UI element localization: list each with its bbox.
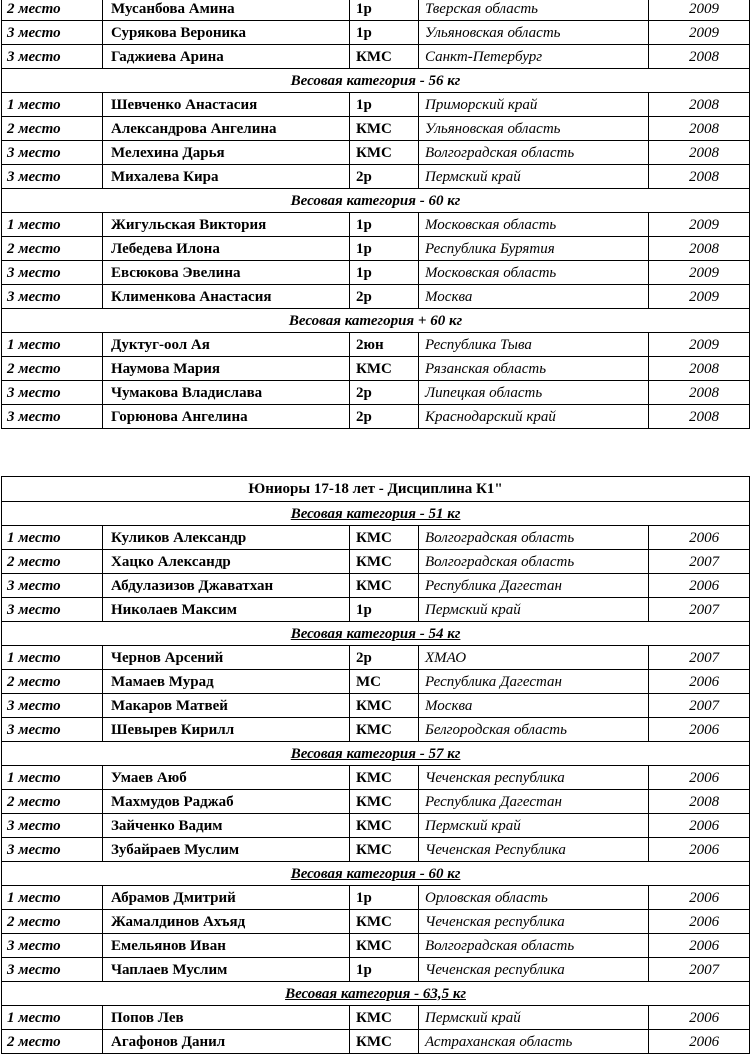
- birth-year-cell: 2006: [649, 670, 750, 694]
- rank-cell: 1р: [350, 93, 419, 117]
- athlete-name-cell: Зайченко Вадим: [103, 814, 350, 838]
- birth-year-cell: 2006: [649, 526, 750, 550]
- weight-category-label: Весовая категория - 56 кг: [2, 69, 750, 93]
- place-cell: 3 место: [2, 405, 103, 429]
- rank-cell: КМС: [350, 45, 419, 69]
- place-cell: 3 место: [2, 574, 103, 598]
- birth-year-cell: 2008: [649, 381, 750, 405]
- region-cell: Чеченская республика: [419, 766, 649, 790]
- table-row: [2, 237, 750, 261]
- weight-category-label: Весовая категория - 57 кг: [2, 742, 750, 766]
- rank-cell: 1р: [350, 598, 419, 622]
- region-cell: Московская область: [419, 261, 649, 285]
- region-cell: Краснодарский край: [419, 405, 649, 429]
- rank-cell: МС: [350, 670, 419, 694]
- table-row: [2, 261, 750, 285]
- place-cell: 2 место: [2, 550, 103, 574]
- athlete-name-cell: Абдулазизов Джаватхан: [103, 574, 350, 598]
- athlete-name-cell: Дуктуг-оол Ая: [103, 333, 350, 357]
- birth-year-cell: 2006: [649, 910, 750, 934]
- region-cell: Чеченская Республика: [419, 838, 649, 862]
- birth-year-cell: 2006: [649, 838, 750, 862]
- athlete-name-cell: Александрова Ангелина: [103, 117, 350, 141]
- table-row: [2, 0, 750, 21]
- athlete-name-cell: Николаев Максим: [103, 598, 350, 622]
- region-cell: Санкт-Петербург: [419, 45, 649, 69]
- athlete-name-cell: Махмудов Раджаб: [103, 790, 350, 814]
- weight-category-label: Весовая категория - 63,5 кг: [2, 982, 750, 1006]
- birth-year-cell: 2008: [649, 45, 750, 69]
- weight-category-row: [2, 742, 750, 766]
- place-cell: 1 место: [2, 526, 103, 550]
- weight-category-row: [2, 862, 750, 886]
- table-row: [2, 550, 750, 574]
- table-row: [2, 21, 750, 45]
- place-cell: 3 место: [2, 45, 103, 69]
- athlete-name-cell: Чаплаев Муслим: [103, 958, 350, 982]
- table-row: [2, 165, 750, 189]
- rank-cell: 1р: [350, 0, 419, 21]
- weight-category-row: [2, 502, 750, 526]
- region-cell: Москва: [419, 694, 649, 718]
- table-row: [2, 766, 750, 790]
- birth-year-cell: 2008: [649, 165, 750, 189]
- athlete-name-cell: Хацко Александр: [103, 550, 350, 574]
- place-cell: 3 место: [2, 718, 103, 742]
- athlete-name-cell: Чумакова Владислава: [103, 381, 350, 405]
- birth-year-cell: 2006: [649, 886, 750, 910]
- rank-cell: КМС: [350, 934, 419, 958]
- birth-year-cell: 2006: [649, 814, 750, 838]
- table-row: [2, 934, 750, 958]
- birth-year-cell: 2007: [649, 550, 750, 574]
- table-row: [2, 910, 750, 934]
- region-cell: Ульяновская область: [419, 117, 649, 141]
- place-cell: 3 место: [2, 21, 103, 45]
- birth-year-cell: 2008: [649, 237, 750, 261]
- place-cell: 1 место: [2, 1006, 103, 1030]
- place-cell: 3 место: [2, 694, 103, 718]
- region-cell: Волгоградская область: [419, 526, 649, 550]
- table-row: [2, 405, 750, 429]
- place-cell: 3 место: [2, 285, 103, 309]
- rank-cell: 1р: [350, 213, 419, 237]
- athlete-name-cell: Чернов Арсений: [103, 646, 350, 670]
- athlete-name-cell: Лебедева Илона: [103, 237, 350, 261]
- birth-year-cell: 2006: [649, 718, 750, 742]
- birth-year-cell: 2009: [649, 21, 750, 45]
- region-cell: Пермский край: [419, 1006, 649, 1030]
- birth-year-cell: 2006: [649, 1030, 750, 1054]
- birth-year-cell: 2008: [649, 357, 750, 381]
- place-cell: 1 место: [2, 93, 103, 117]
- birth-year-cell: 2009: [649, 261, 750, 285]
- birth-year-cell: 2006: [649, 1006, 750, 1030]
- athlete-name-cell: Макаров Матвей: [103, 694, 350, 718]
- region-cell: Белгородская область: [419, 718, 649, 742]
- rank-cell: КМС: [350, 141, 419, 165]
- rank-cell: КМС: [350, 718, 419, 742]
- weight-category-label: Весовая категория - 60 кг: [2, 862, 750, 886]
- rank-cell: КМС: [350, 694, 419, 718]
- table-row: [2, 718, 750, 742]
- region-cell: Пермский край: [419, 598, 649, 622]
- region-cell: Чеченская республика: [419, 958, 649, 982]
- table-row: [2, 45, 750, 69]
- region-cell: Волгоградская область: [419, 934, 649, 958]
- birth-year-cell: 2007: [649, 958, 750, 982]
- birth-year-cell: 2006: [649, 934, 750, 958]
- birth-year-cell: 2008: [649, 405, 750, 429]
- region-cell: Республика Бурятия: [419, 237, 649, 261]
- region-cell: Волгоградская область: [419, 550, 649, 574]
- athlete-name-cell: Клименкова Анастасия: [103, 285, 350, 309]
- rank-cell: КМС: [350, 838, 419, 862]
- birth-year-cell: 2009: [649, 333, 750, 357]
- region-cell: Республика Дагестан: [419, 574, 649, 598]
- place-cell: 2 место: [2, 117, 103, 141]
- athlete-name-cell: Жамалдинов Ахъяд: [103, 910, 350, 934]
- table-row: [2, 670, 750, 694]
- region-cell: Волгоградская область: [419, 141, 649, 165]
- place-cell: 2 место: [2, 790, 103, 814]
- region-cell: Приморский край: [419, 93, 649, 117]
- region-cell: Астраханская область: [419, 1030, 649, 1054]
- region-cell: Пермский край: [419, 814, 649, 838]
- place-cell: 3 место: [2, 814, 103, 838]
- birth-year-cell: 2006: [649, 766, 750, 790]
- place-cell: 2 место: [2, 1030, 103, 1054]
- athlete-name-cell: Горюнова Ангелина: [103, 405, 350, 429]
- table-row: [2, 1030, 750, 1054]
- region-cell: Липецкая область: [419, 381, 649, 405]
- athlete-name-cell: Шевченко Анастасия: [103, 93, 350, 117]
- birth-year-cell: 2009: [649, 213, 750, 237]
- table-row: [2, 381, 750, 405]
- rank-cell: 1р: [350, 21, 419, 45]
- athlete-name-cell: Емельянов Иван: [103, 934, 350, 958]
- table-row: [2, 694, 750, 718]
- athlete-name-cell: Сурякова Вероника: [103, 21, 350, 45]
- region-cell: ХМАО: [419, 646, 649, 670]
- rank-cell: 2р: [350, 381, 419, 405]
- athlete-name-cell: Шевырев Кирилл: [103, 718, 350, 742]
- athlete-name-cell: Мусанбова Амина: [103, 0, 350, 21]
- place-cell: 3 место: [2, 381, 103, 405]
- weight-category-label: Весовая категория - 54 кг: [2, 622, 750, 646]
- table-row: [2, 285, 750, 309]
- place-cell: 3 место: [2, 934, 103, 958]
- rank-cell: КМС: [350, 910, 419, 934]
- rank-cell: КМС: [350, 814, 419, 838]
- athlete-name-cell: Попов Лев: [103, 1006, 350, 1030]
- table-row: [2, 93, 750, 117]
- place-cell: 2 место: [2, 0, 103, 21]
- rank-cell: КМС: [350, 550, 419, 574]
- birth-year-cell: 2007: [649, 646, 750, 670]
- rank-cell: КМС: [350, 574, 419, 598]
- athlete-name-cell: Жигульская Виктория: [103, 213, 350, 237]
- table-row: [2, 790, 750, 814]
- table-row: [2, 814, 750, 838]
- weight-category-row: [2, 69, 750, 93]
- birth-year-cell: 2007: [649, 694, 750, 718]
- region-cell: Республика Дагестан: [419, 790, 649, 814]
- place-cell: 1 место: [2, 886, 103, 910]
- rank-cell: КМС: [350, 790, 419, 814]
- rank-cell: КМС: [350, 1006, 419, 1030]
- rank-cell: 1р: [350, 886, 419, 910]
- birth-year-cell: 2007: [649, 598, 750, 622]
- athlete-name-cell: Абрамов Дмитрий: [103, 886, 350, 910]
- place-cell: 1 место: [2, 213, 103, 237]
- place-cell: 3 место: [2, 141, 103, 165]
- rank-cell: 2р: [350, 405, 419, 429]
- rank-cell: 2р: [350, 165, 419, 189]
- athlete-name-cell: Наумова Мария: [103, 357, 350, 381]
- rank-cell: КМС: [350, 357, 419, 381]
- region-cell: Республика Тыва: [419, 333, 649, 357]
- region-cell: Чеченская республика: [419, 910, 649, 934]
- table-row: [2, 213, 750, 237]
- results-table-women: [1, 0, 750, 429]
- weight-category-label: Весовая категория + 60 кг: [2, 309, 750, 333]
- table-row: [2, 598, 750, 622]
- place-cell: 3 место: [2, 838, 103, 862]
- place-cell: 2 место: [2, 670, 103, 694]
- table-row: [2, 526, 750, 550]
- region-cell: Москва: [419, 285, 649, 309]
- rank-cell: КМС: [350, 766, 419, 790]
- athlete-name-cell: Умаев Аюб: [103, 766, 350, 790]
- rank-cell: КМС: [350, 526, 419, 550]
- table-row: [2, 357, 750, 381]
- table-row: [2, 958, 750, 982]
- table-title: Юниоры 17-18 лет - Дисциплина К1": [2, 477, 750, 502]
- table-row: [2, 1006, 750, 1030]
- birth-year-cell: 2008: [649, 93, 750, 117]
- place-cell: 1 место: [2, 766, 103, 790]
- athlete-name-cell: Мелехина Дарья: [103, 141, 350, 165]
- table-row: [2, 574, 750, 598]
- region-cell: Ульяновская область: [419, 21, 649, 45]
- weight-category-row: [2, 982, 750, 1006]
- rank-cell: 2р: [350, 285, 419, 309]
- rank-cell: 2р: [350, 646, 419, 670]
- birth-year-cell: 2006: [649, 574, 750, 598]
- place-cell: 3 место: [2, 261, 103, 285]
- rank-cell: 2юн: [350, 333, 419, 357]
- table-row: [2, 141, 750, 165]
- region-cell: Орловская область: [419, 886, 649, 910]
- table-title-row: [2, 477, 750, 502]
- athlete-name-cell: Мамаев Мурад: [103, 670, 350, 694]
- birth-year-cell: 2008: [649, 141, 750, 165]
- table-row: [2, 838, 750, 862]
- region-cell: Республика Дагестан: [419, 670, 649, 694]
- rank-cell: КМС: [350, 1030, 419, 1054]
- region-cell: Рязанская область: [419, 357, 649, 381]
- place-cell: 1 место: [2, 646, 103, 670]
- region-cell: Пермский край: [419, 165, 649, 189]
- place-cell: 3 место: [2, 598, 103, 622]
- rank-cell: 1р: [350, 237, 419, 261]
- place-cell: 3 место: [2, 958, 103, 982]
- table-row: [2, 646, 750, 670]
- place-cell: 2 место: [2, 237, 103, 261]
- table-row: [2, 886, 750, 910]
- place-cell: 3 место: [2, 165, 103, 189]
- table-row: [2, 333, 750, 357]
- table-row: [2, 117, 750, 141]
- rank-cell: КМС: [350, 117, 419, 141]
- weight-category-label: Весовая категория - 60 кг: [2, 189, 750, 213]
- rank-cell: 1р: [350, 261, 419, 285]
- athlete-name-cell: Зубайраев Муслим: [103, 838, 350, 862]
- region-cell: Тверская область: [419, 0, 649, 21]
- weight-category-row: [2, 189, 750, 213]
- birth-year-cell: 2009: [649, 285, 750, 309]
- birth-year-cell: 2009: [649, 0, 750, 21]
- results-table-juniors-k1: [1, 476, 750, 1054]
- place-cell: 2 место: [2, 910, 103, 934]
- weight-category-row: [2, 622, 750, 646]
- athlete-name-cell: Евсюкова Эвелина: [103, 261, 350, 285]
- birth-year-cell: 2008: [649, 790, 750, 814]
- athlete-name-cell: Куликов Александр: [103, 526, 350, 550]
- athlete-name-cell: Михалева Кира: [103, 165, 350, 189]
- birth-year-cell: 2008: [649, 117, 750, 141]
- place-cell: 2 место: [2, 357, 103, 381]
- athlete-name-cell: Гаджиева Арина: [103, 45, 350, 69]
- region-cell: Московская область: [419, 213, 649, 237]
- athlete-name-cell: Агафонов Данил: [103, 1030, 350, 1054]
- rank-cell: 1р: [350, 958, 419, 982]
- weight-category-row: [2, 309, 750, 333]
- place-cell: 1 место: [2, 333, 103, 357]
- weight-category-label: Весовая категория - 51 кг: [2, 502, 750, 526]
